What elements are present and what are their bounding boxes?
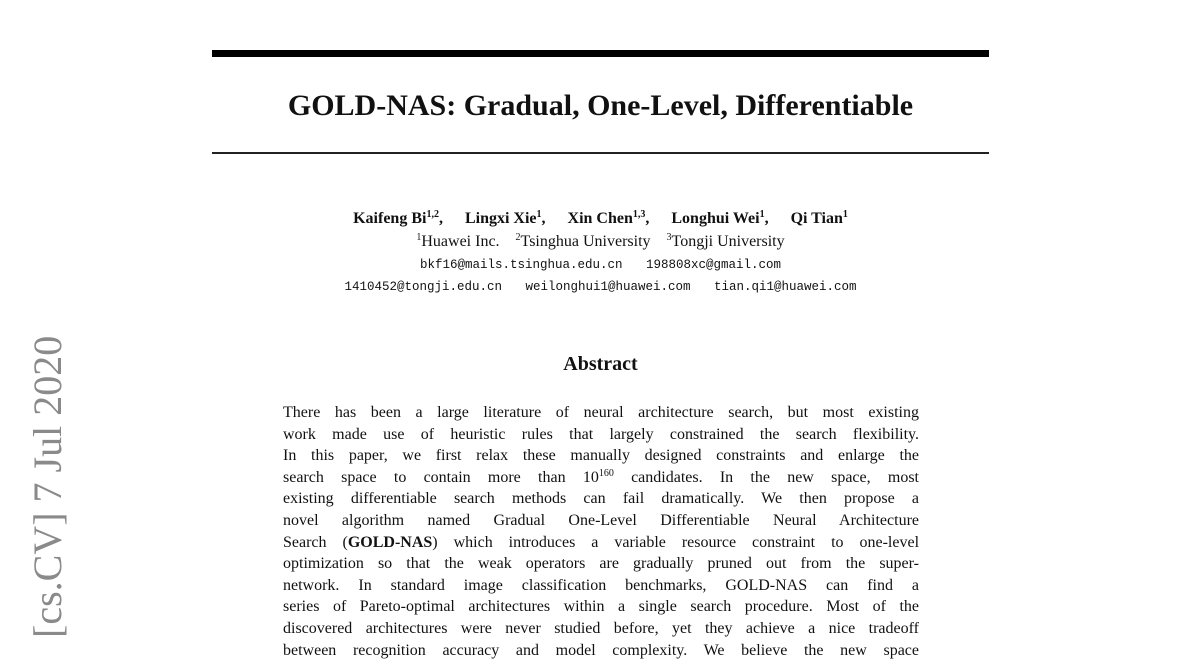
abstract-line: discovered architectures were never studied before, yet they achieve a nice tradeoff (283, 619, 919, 637)
email-address: 198808xc@gmail.com (646, 258, 782, 272)
abstract-line: existing differentiable search methods can fail dramatically. We then propose a (283, 490, 919, 508)
abstract-line: series of Pareto-optimal architectures within a single search procedure. Most of the (283, 598, 919, 616)
title-bottom-rule (212, 152, 989, 154)
abstract-line: Search (GOLD-NAS) which introduces a variable resource constraint to one-level (283, 533, 920, 551)
abstract-line: work made use of heuristic rules that largely constrained the search flexibility. (283, 425, 919, 443)
author: Xin Chen$^{1,3}$, (567, 209, 650, 227)
author: Qi Tian$^1$ (790, 209, 848, 227)
affiliation: $^3$Tongji University (666, 232, 785, 250)
abstract-line: In this paper, we first relax these manually designed constraints and enlarge the (283, 447, 919, 465)
email-address: tian.qi1@huawei.com (714, 280, 857, 294)
email-address: 1410452@tongji.edu.cn (344, 280, 502, 294)
author: Kaifeng Bi$^{1,2}$, (353, 209, 443, 227)
paper-title: GOLD-NAS: Gradual, One-Level, Differentiable (287, 89, 914, 122)
abstract-body (283, 402, 919, 661)
abstract-line: search space to contain more than $10^{160}$ candidates. In the new space, most (283, 467, 920, 486)
abstract-line: novel algorithm named Gradual One-Level Differentiable Neural Architecture (283, 511, 919, 529)
affiliation: $^1$Huawei Inc. (416, 232, 500, 250)
author-list (212, 208, 989, 230)
email-address: bkf16@mails.tsinghua.edu.cn (419, 258, 623, 272)
affiliation-list (212, 231, 989, 253)
affiliation: $^2$Tsinghua University (515, 232, 651, 250)
email-line-1 (212, 256, 989, 274)
email-line-2 (212, 278, 989, 296)
abstract-heading: Abstract (563, 353, 638, 375)
abstract-line: between recognition accuracy and model complexity. We believe the new space (283, 641, 919, 659)
email-address: weilonghui1@huawei.com (525, 280, 691, 294)
author: Lingxi Xie$^1$, (464, 209, 546, 227)
abstract-line: There has been a large literature of neural architecture search, but most existing (283, 404, 919, 421)
abstract-line: network. In standard image classification benchmarks, GOLD-NAS can find a (283, 576, 919, 594)
title-top-rule (212, 50, 989, 57)
arxiv-stamp: [cs.CV] 7 Jul 2020 (25, 335, 70, 638)
author: Longhui Wei$^1$, (671, 209, 769, 227)
abstract-line: optimization so that the weak operators are gradually pruned out from the super- (283, 555, 919, 573)
